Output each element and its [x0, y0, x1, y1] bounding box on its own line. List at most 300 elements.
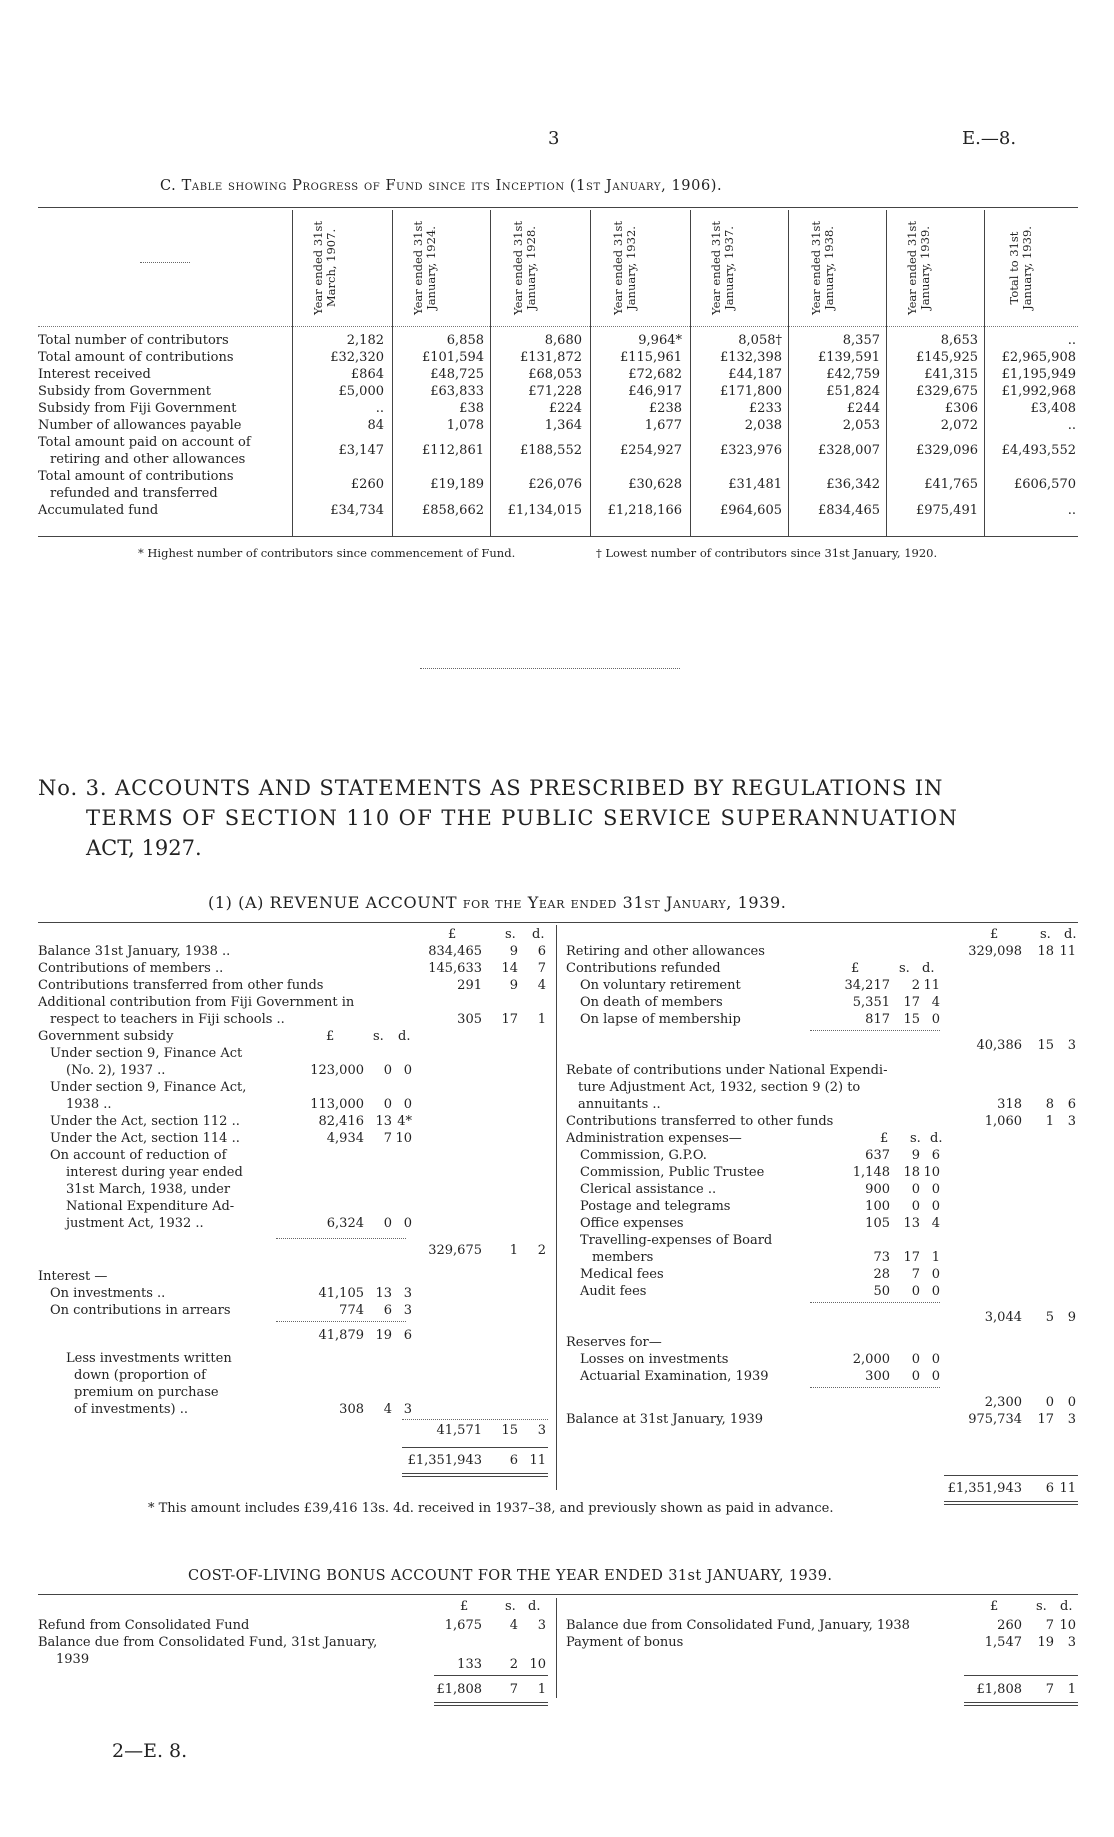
account-text: Postage and telegrams [580, 1199, 731, 1214]
sum-rule [402, 1419, 548, 1420]
account-text: £ [460, 1599, 469, 1614]
amount-pounds: 4,934 [326, 1131, 364, 1146]
table-cell: £132,398 [719, 350, 782, 365]
amount-shillings: 7 [1045, 1682, 1054, 1697]
account-text: Payment of bonus [566, 1635, 684, 1650]
table-cell: £115,961 [619, 350, 682, 365]
table-cell: £34,734 [330, 503, 384, 518]
amount-shillings: 7 [509, 1682, 518, 1697]
account-text: Office expenses [580, 1216, 684, 1231]
col-rule [490, 210, 491, 536]
amount-shillings: 13 [375, 1286, 392, 1301]
account-text: Losses on investments [580, 1352, 729, 1367]
account-text: Retiring and other allowances [566, 944, 765, 959]
table-cell: £101,594 [421, 350, 484, 365]
table-row-label: Total amount of contributions [38, 469, 234, 484]
amount-pence: 0 [931, 1012, 940, 1027]
page-ref: E.—8. [962, 128, 1017, 149]
account-text: Under the Act, section 114 .. [50, 1131, 240, 1146]
amount-pence: 3 [403, 1402, 412, 1417]
amount-shillings: 2 [509, 1657, 518, 1672]
account-text: s. [1040, 927, 1051, 942]
amount-pence: 3 [403, 1286, 412, 1301]
table-cell: £63,833 [430, 384, 484, 399]
sum-rule [964, 1705, 1078, 1706]
table-cell: £139,591 [817, 350, 880, 365]
amount-pence: 0 [1067, 1395, 1076, 1410]
table-cell: £68,053 [528, 367, 582, 382]
amount-pence: 0 [403, 1097, 412, 1112]
bonus-top-rule [38, 1594, 1078, 1595]
table-row-label: Total number of contributors [38, 333, 229, 348]
account-text: On contributions in arrears [50, 1303, 231, 1318]
amount-shillings: 15 [501, 1423, 518, 1438]
table-cell: £328,007 [817, 443, 880, 458]
table-cell: £71,228 [528, 384, 582, 399]
amount-shillings: 4 [383, 1402, 392, 1417]
sum-rule [810, 1302, 940, 1303]
table-cell: £834,465 [817, 503, 880, 518]
amount-shillings: 17 [1037, 1412, 1054, 1427]
table-cell: £864 [350, 367, 384, 382]
table-cell: 8,653 [940, 333, 978, 348]
account-text: s. [1036, 1599, 1047, 1614]
amount-pounds: 1,060 [984, 1114, 1022, 1129]
table-footnote: * Highest number of contributors since commencement of Fund. [138, 546, 516, 560]
amount-pounds: 329,675 [428, 1243, 482, 1258]
account-text: d. [922, 961, 935, 976]
table-cell: £306 [944, 401, 978, 416]
table-cell: .. [1067, 418, 1076, 433]
table-cell: £188,552 [519, 443, 582, 458]
amount-pounds: 105 [865, 1216, 890, 1231]
amount-pounds: 100 [865, 1199, 890, 1214]
table-cell: £3,147 [338, 443, 384, 458]
amount-pounds: 3,044 [984, 1310, 1022, 1325]
table-row-label: Total amount paid on account of [38, 435, 251, 450]
account-text: 1938 .. [66, 1097, 112, 1112]
amount-shillings: 5 [1045, 1310, 1054, 1325]
amount-pence: 10 [1059, 1618, 1076, 1633]
amount-pence: 6 [537, 944, 546, 959]
amount-shillings: 9 [509, 978, 518, 993]
table-cell: £131,872 [519, 350, 582, 365]
amount-pence: 1 [537, 1012, 546, 1027]
account-text: Additional contribution from Fiji Government in [38, 995, 355, 1010]
account-text: Balance 31st January, 1938 .. [38, 944, 231, 959]
account-text: d. [398, 1029, 411, 1044]
amount-shillings: 17 [903, 995, 920, 1010]
section-title: No. 3. ACCOUNTS AND STATEMENTS AS PRESCRIBED BY REGULATIONS IN [38, 776, 944, 800]
amount-pence: 10 [923, 1165, 940, 1180]
sum-rule [434, 1705, 548, 1706]
section-title: ACT, 1927. [86, 836, 202, 860]
amount-pounds: 82,416 [318, 1114, 364, 1129]
sum-rule [434, 1675, 548, 1676]
account-text: s. [373, 1029, 384, 1044]
table-cell: 8,680 [544, 333, 582, 348]
account-text: Balance due from Consolidated Fund, January, 1938 [566, 1618, 910, 1633]
amount-pounds: 34,217 [844, 978, 890, 993]
amount-shillings: 6 [1045, 1481, 1054, 1496]
table-cell: £145,925 [915, 350, 978, 365]
table-cell: £19,189 [430, 477, 484, 492]
table-cell: 1,364 [544, 418, 582, 433]
col-rule [788, 210, 789, 536]
account-text: Reserves for— [566, 1335, 662, 1350]
amount-pounds: 975,734 [968, 1412, 1022, 1427]
table-row-label: Total amount of contributions [38, 350, 234, 365]
amount-pence: 0 [931, 1369, 940, 1384]
table-cell: £41,765 [924, 477, 978, 492]
account-text: Medical fees [580, 1267, 664, 1282]
sum-rule [402, 1447, 548, 1448]
table-cell: £1,134,015 [507, 503, 582, 518]
amount-pence: 0 [931, 1199, 940, 1214]
sum-rule [276, 1321, 406, 1322]
account-text: £ [851, 961, 860, 976]
table-cell: £42,759 [826, 367, 880, 382]
table-cell: 6,858 [446, 333, 484, 348]
table-cell: £260 [350, 477, 384, 492]
amount-pence: 4 [537, 978, 546, 993]
amount-pence: 10 [395, 1131, 412, 1146]
amount-pounds: £1,351,943 [407, 1453, 482, 1468]
col-header: Year ended 31st January, 1937. [709, 221, 736, 315]
bonus-title: COST-OF-LIVING BONUS ACCOUNT FOR THE YEAR ENDED 31st JANUARY, 1939. [188, 1568, 833, 1584]
account-text: Contributions transferred from other funds [38, 978, 324, 993]
amount-pence: 7 [537, 961, 546, 976]
table-bottom-rule [38, 536, 1078, 537]
table-cell: £5,000 [338, 384, 384, 399]
revenue-title: (1) (A) REVENUE ACCOUNT for the Year ended 31st January, 1939. [208, 893, 787, 912]
amount-shillings: 0 [911, 1284, 920, 1299]
amount-pence: 4* [397, 1114, 412, 1129]
amount-shillings: 7 [383, 1131, 392, 1146]
table-cell: £233 [748, 401, 782, 416]
account-text: Travelling-expenses of Board [580, 1233, 773, 1248]
amount-shillings: 8 [1045, 1097, 1054, 1112]
amount-shillings: 13 [903, 1216, 920, 1231]
account-text: respect to teachers in Fiji schools .. [50, 1012, 285, 1027]
table-cell: £1,218,166 [607, 503, 682, 518]
amount-pence: 6 [403, 1328, 412, 1343]
table-row-label: Subsidy from Government [38, 384, 211, 399]
col-rule [984, 210, 985, 536]
table-cell: .. [1067, 503, 1076, 518]
amount-pence: 6 [931, 1148, 940, 1163]
amount-pence: 3 [403, 1303, 412, 1318]
col-rule [690, 210, 691, 536]
sum-rule [276, 1238, 406, 1239]
table-cell: £329,096 [915, 443, 978, 458]
table-cell: £606,570 [1013, 477, 1076, 492]
table-cell: 2,038 [744, 418, 782, 433]
amount-pence: 2 [537, 1243, 546, 1258]
account-text: (No. 2), 1937 .. [66, 1063, 166, 1078]
revenue-center-rule [556, 925, 557, 1490]
account-text: On lapse of membership [580, 1012, 741, 1027]
header-dash [140, 262, 190, 263]
amount-shillings: 0 [383, 1216, 392, 1231]
account-text: premium on purchase [74, 1385, 219, 1400]
amount-pounds: 260 [997, 1618, 1022, 1633]
sum-rule [402, 1476, 548, 1477]
amount-pence: 3 [537, 1423, 546, 1438]
table-cell: £26,076 [528, 477, 582, 492]
table-cell: £4,493,552 [1001, 443, 1076, 458]
table-cell: 2,072 [940, 418, 978, 433]
account-text: Clerical assistance .. [580, 1182, 717, 1197]
amount-shillings: 9 [509, 944, 518, 959]
sum-rule [944, 1504, 1078, 1505]
account-text: justment Act, 1932 .. [66, 1216, 204, 1231]
divider [420, 668, 680, 669]
table-cell: £3,408 [1030, 401, 1076, 416]
amount-shillings: 1 [1045, 1114, 1054, 1129]
sum-rule [810, 1030, 940, 1031]
account-text: Under the Act, section 112 .. [50, 1114, 240, 1129]
amount-pounds: 1,148 [852, 1165, 890, 1180]
amount-shillings: 15 [1037, 1038, 1054, 1053]
amount-pounds: £1,808 [436, 1682, 482, 1697]
amount-pence: 9 [1067, 1310, 1076, 1325]
account-text: On investments .. [50, 1286, 166, 1301]
col-header: Total to 31st January, 1939. [1007, 226, 1034, 310]
account-text: Interest — [38, 1269, 108, 1284]
account-text: of investments) .. [74, 1402, 188, 1417]
table-row-label: Subsidy from Fiji Government [38, 401, 237, 416]
col-rule [886, 210, 887, 536]
table-top-rule [38, 207, 1078, 208]
amount-pounds: 300 [865, 1369, 890, 1384]
account-text: National Expenditure Ad- [66, 1199, 235, 1214]
table-cell: 1,078 [446, 418, 484, 433]
table-cell: .. [375, 401, 384, 416]
account-text: 31st March, 1938, under [66, 1182, 231, 1197]
table-row-label: retiring and other allowances [50, 452, 246, 467]
amount-shillings: 2 [911, 978, 920, 993]
amount-pence: 3 [1067, 1038, 1076, 1053]
account-text: £ [990, 927, 999, 942]
amount-pounds: 73 [873, 1250, 890, 1265]
account-text: s. [899, 961, 910, 976]
amount-pence: 11 [1059, 944, 1076, 959]
amount-pounds: 774 [339, 1303, 364, 1318]
account-text: Balance due from Consolidated Fund, 31st January, [38, 1635, 378, 1650]
amount-pence: 1 [1067, 1682, 1076, 1697]
account-text: Administration expenses— [566, 1131, 742, 1146]
table-cell: £2,965,908 [1001, 350, 1076, 365]
amount-pounds: 113,000 [310, 1097, 364, 1112]
account-text: interest during year ended [66, 1165, 243, 1180]
amount-shillings: 14 [501, 961, 518, 976]
account-text: Commission, G.P.O. [580, 1148, 707, 1163]
amount-shillings: 17 [501, 1012, 518, 1027]
account-text: ture Adjustment Act, 1932, section 9 (2) to [578, 1080, 861, 1095]
account-text: Under section 9, Finance Act [50, 1046, 243, 1061]
amount-pounds: 123,000 [310, 1063, 364, 1078]
amount-pounds: 291 [457, 978, 482, 993]
col-header: Year ended 31st January, 1928. [511, 221, 538, 315]
amount-shillings: 0 [1045, 1395, 1054, 1410]
amount-shillings: 0 [911, 1352, 920, 1367]
account-text: d. [528, 1599, 541, 1614]
table-cell: £31,481 [728, 477, 782, 492]
amount-shillings: 18 [903, 1165, 920, 1180]
amount-pence: 0 [931, 1352, 940, 1367]
amount-pounds: 900 [865, 1182, 890, 1197]
table-row-label: Interest received [38, 367, 151, 382]
table-cell: 84 [367, 418, 384, 433]
amount-pounds: £1,351,943 [947, 1481, 1022, 1496]
account-text: Government subsidy [38, 1029, 174, 1044]
amount-pence: 11 [529, 1453, 546, 1468]
amount-pounds: 50 [873, 1284, 890, 1299]
account-text: Contributions of members .. [38, 961, 224, 976]
account-text: Audit fees [580, 1284, 647, 1299]
amount-shillings: 19 [375, 1328, 392, 1343]
table-cell: £30,628 [628, 477, 682, 492]
account-text: Contributions transferred to other funds [566, 1114, 834, 1129]
table-cell: 8,058† [738, 333, 782, 348]
sum-rule [402, 1473, 548, 1474]
account-text: Rebate of contributions under National Expendi- [566, 1063, 888, 1078]
amount-pence: 3 [537, 1618, 546, 1633]
amount-shillings: 4 [509, 1618, 518, 1633]
account-text: Actuarial Examination, 1939 [580, 1369, 769, 1384]
col-header: Year ended 31st March, 1907. [311, 221, 338, 315]
table-row-label: Accumulated fund [38, 503, 159, 518]
table-cell: £171,800 [719, 384, 782, 399]
amount-pence: 3 [1067, 1412, 1076, 1427]
col-header: Year ended 31st January, 1932. [611, 221, 638, 315]
amount-pence: 11 [923, 978, 940, 993]
amount-shillings: 7 [911, 1267, 920, 1282]
col-header: Year ended 31st January, 1924. [411, 221, 438, 315]
account-text: On death of members [580, 995, 723, 1010]
amount-pence: 0 [403, 1063, 412, 1078]
account-text: £ [326, 1029, 335, 1044]
amount-pounds: 41,571 [436, 1423, 482, 1438]
amount-shillings: 9 [911, 1148, 920, 1163]
table-row-label: refunded and transferred [50, 486, 218, 501]
table-cell: £41,315 [924, 367, 978, 382]
amount-pounds: 6,324 [326, 1216, 364, 1231]
table-cell: £44,187 [728, 367, 782, 382]
account-text: £ [880, 1131, 889, 1146]
col-rule [392, 210, 393, 536]
amount-shillings: 6 [383, 1303, 392, 1318]
amount-pounds: 1,547 [984, 1635, 1022, 1650]
table-cell: £51,824 [826, 384, 880, 399]
amount-pounds: 41,105 [318, 1286, 364, 1301]
account-text: s. [505, 1599, 516, 1614]
amount-pounds: 28 [873, 1267, 890, 1282]
amount-pence: 4 [931, 995, 940, 1010]
amount-pounds: 40,386 [976, 1038, 1022, 1053]
account-text: down (proportion of [74, 1368, 206, 1383]
col-header: Year ended 31st January, 1938. [809, 221, 836, 315]
table-cell: £112,861 [421, 443, 484, 458]
table-cell: £964,605 [719, 503, 782, 518]
bonus-center-rule [556, 1598, 557, 1698]
amount-shillings: 0 [911, 1199, 920, 1214]
table-cell: £224 [548, 401, 582, 416]
amount-pence: 3 [1067, 1114, 1076, 1129]
amount-pounds: 817 [865, 1012, 890, 1027]
table-cell: £858,662 [421, 503, 484, 518]
amount-pence: 6 [1067, 1097, 1076, 1112]
amount-shillings: 0 [911, 1369, 920, 1384]
amount-shillings: 0 [911, 1182, 920, 1197]
sum-rule [944, 1501, 1078, 1502]
account-text: Balance at 31st January, 1939 [566, 1412, 764, 1427]
account-text: £ [448, 927, 457, 942]
amount-pounds: 329,098 [968, 944, 1022, 959]
amount-shillings: 0 [383, 1063, 392, 1078]
amount-pounds: 5,351 [852, 995, 890, 1010]
amount-pence: 4 [931, 1216, 940, 1231]
amount-shillings: 17 [903, 1250, 920, 1265]
amount-pence: 0 [931, 1182, 940, 1197]
amount-pounds: 834,465 [428, 944, 482, 959]
sum-rule [944, 1475, 1078, 1476]
account-text: On account of reduction of [50, 1148, 227, 1163]
amount-pounds: 308 [339, 1402, 364, 1417]
amount-pence: 0 [931, 1284, 940, 1299]
account-text: Under section 9, Finance Act, [50, 1080, 247, 1095]
table-cell: £244 [846, 401, 880, 416]
account-text: 1939 [56, 1652, 90, 1667]
table-cell: .. [1067, 333, 1076, 348]
table-footnote: † Lowest number of contributors since 31st January, 1920. [596, 546, 938, 560]
amount-pence: 1 [537, 1682, 546, 1697]
section-title: TERMS OF SECTION 110 OF THE PUBLIC SERVICE SUPERANNUATION [86, 806, 959, 830]
header-bottom-rule [38, 326, 1078, 327]
amount-pence: 11 [1059, 1481, 1076, 1496]
table-cell: £72,682 [628, 367, 682, 382]
table-row-label: Number of allowances payable [38, 418, 242, 433]
account-text: d. [1064, 927, 1077, 942]
table-cell: £32,320 [330, 350, 384, 365]
account-text: On voluntary retirement [580, 978, 741, 993]
amount-pounds: 318 [997, 1097, 1022, 1112]
table-cell: 2,053 [842, 418, 880, 433]
amount-pence: 3 [1067, 1635, 1076, 1650]
amount-pounds: 2,000 [852, 1352, 890, 1367]
account-text: d. [930, 1131, 943, 1146]
amount-shillings: 1 [509, 1243, 518, 1258]
sum-rule [964, 1675, 1078, 1676]
table-cell: £254,927 [619, 443, 682, 458]
amount-pounds: £1,808 [976, 1682, 1022, 1697]
amount-pence: 10 [529, 1657, 546, 1672]
account-text: s. [910, 1131, 921, 1146]
amount-pence: 1 [931, 1250, 940, 1265]
page-number: 3 [548, 128, 560, 149]
amount-shillings: 13 [375, 1114, 392, 1129]
amount-shillings: 18 [1037, 944, 1054, 959]
sum-rule [434, 1702, 548, 1703]
amount-pence: 0 [403, 1216, 412, 1231]
account-text: annuitants .. [578, 1097, 661, 1112]
account-text: Less investments written [66, 1351, 232, 1366]
amount-pence: 0 [931, 1267, 940, 1282]
table-cell: 9,964* [638, 333, 682, 348]
table-cell: 8,357 [842, 333, 880, 348]
signature-mark: 2—E. 8. [112, 1740, 188, 1762]
